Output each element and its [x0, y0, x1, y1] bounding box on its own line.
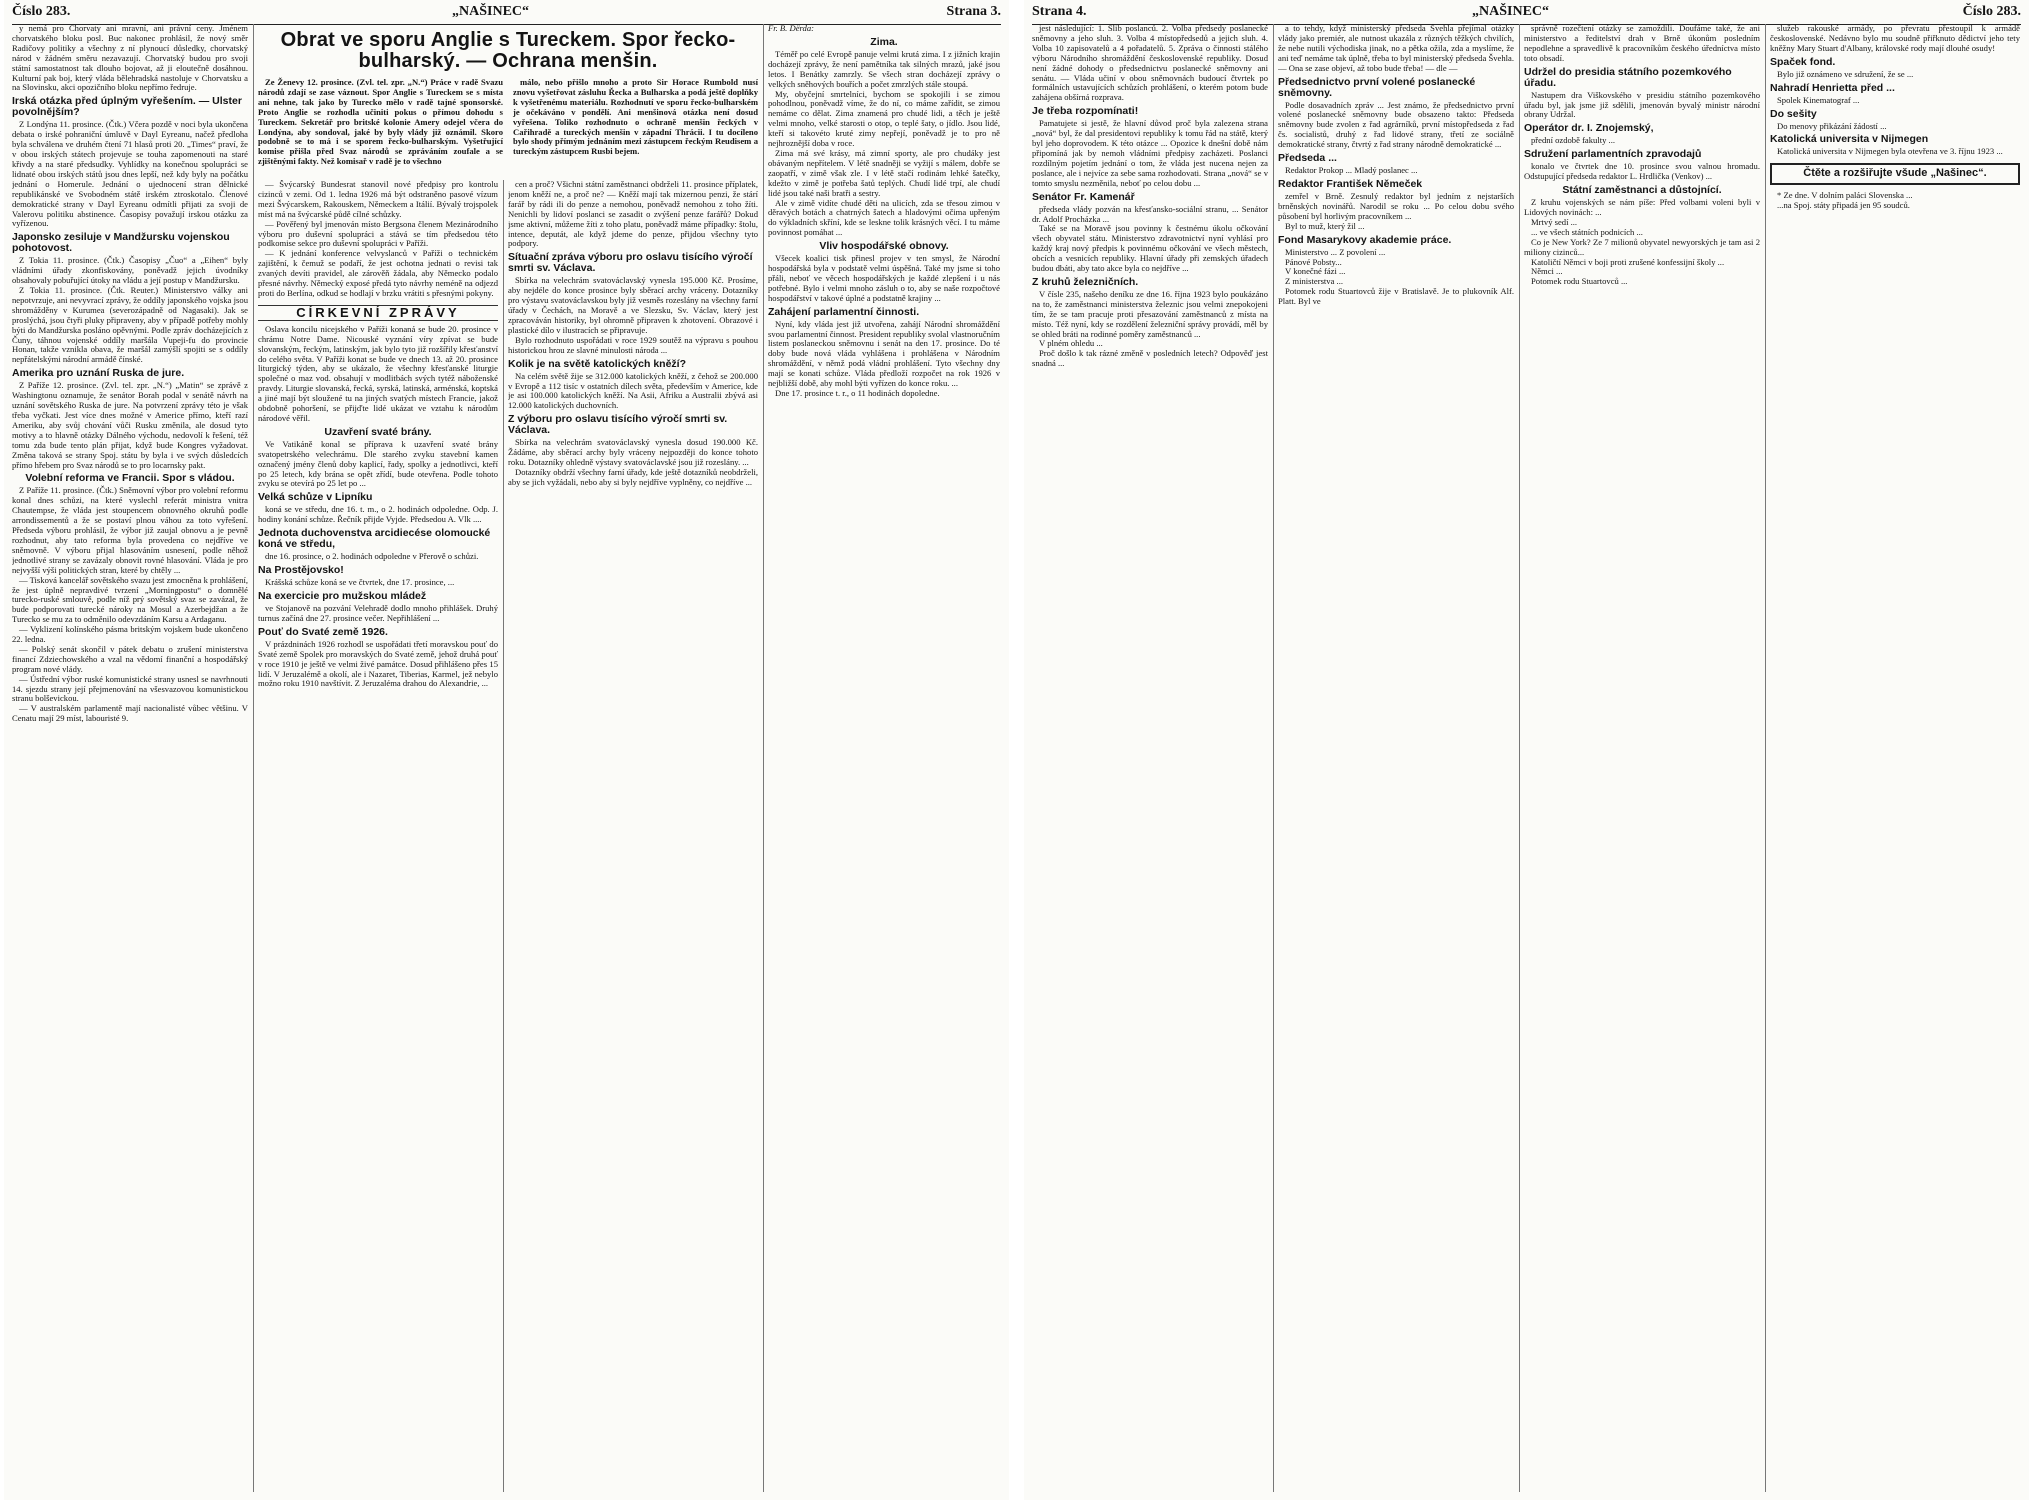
article-text: ...na Spoj. státy připadá jen 95 soudců.: [1777, 200, 1910, 211]
article-text: Z Paříže 12. prosince. (Zvl. tel. zpr. „N.“) „Matin“ se zprávě z Washingtonu oznamuje, že senátor Borah podal v senátě návrh na uznání sovětského Ruska de jure. Na potvrzení zprávy této je však třeba vyčkati. Jest více dnes možné v Americe přímo, kteří razí Ameriku, aby svůj chování vůči Rusku změnila, ale dosud tyto motivy a to hlavně otázky Dálného východu, nedovolí k řešení, též tomu zda bude tento plán přijat, když bude Kongres vyžadovat. Změna taková se strany Spoj. státu by byla i ve svých důsledcích přímo hřebem pro Svaz národů se to pro locarnsky pakt.: [12, 380, 248, 470]
page-gutter: [1009, 0, 1024, 1500]
article-text: — Vyklizení kolínského pásma britským vojskem bude ukončeno 22. ledna.: [12, 624, 248, 645]
article-headline: Zima.: [870, 35, 898, 48]
article-text: a to tehdy, když ministerský předseda Švehla přejímal otázky vlády jako premiér, ale nutnost ukazála z různých těžkých chvilích, že nebe nutili východiska jinak, no a pětka ožila, zda a myslíme, že ani teď nemáme tak úplně, třeba to byl ministerský předseda Švehla. — Ona se zase objeví, až tobo bude třeba! — dle —: [1278, 24, 1514, 73]
article-text: Redaktor Prokop ... Mladý poslanec ...: [1285, 165, 1418, 176]
article-text: Nastupem dra Viškovského v presidiu státního pozemkového úřadu byl, jak jsme již sdělili, jmenován byvalý ministr národní obrany Udržal.: [1524, 89, 1760, 120]
article-text: ... ve všech státních podnicích ...: [1531, 226, 1643, 237]
article-headline: Katolická universita v Nijmegen: [1770, 133, 1929, 146]
article-text: ve Stojanově na pozvání Velehradě dodlo mnoho přihlášek. Druhý turnus začíná dne 27. prosince večer. Nepřihlášení ...: [258, 603, 498, 623]
article-text: Sbírka na velechrám svatováclavský vynesla dosud 190.000 Kč. Žádáme, aby sběrací archy byly vráceny nejpozději do konce tohoto roku. Dotazníky ohledně výstavy svatováclavské jsou již rozeslány. ...: [508, 437, 758, 468]
article-text: Podle dosavadních zpráv ... Jest známo, že předsednictvo první volené poslanecké sněmovny bude obsazeno takto: Předseda sněmovny bude zvolen z řad agrárníků, první místopředseda z řad čs. socialistů, druhý z řad lidové strany, třetí ze sociálně demokratické strany, čtvrtý z řad strany národně demokratické ...: [1278, 99, 1514, 150]
article-headline: Udržel do presidia státního pozemkového úřadu.: [1524, 65, 1732, 89]
article-text: Sbírka na velechrám svatováclavský vynesla 195.000 Kč. Prosíme, aby nejdéle do konce prosince byly sběrací archy vráceny. Dotazníky pro výstavu svatováclavskou byly již vesměs rozeslány na všechny farní úřady v Čechách, na Moravě a ve Slezsku, Sv. Václav, který jest zpracováván historiky, byl ohromně připraven k zhotovení. Obrazové i plastické dílo v ilustracích se připravuje.: [508, 275, 758, 335]
right-page-number: Strana 4.: [1032, 4, 1087, 19]
column-divider: [763, 24, 764, 1492]
article-text: Z Tokia 11. prosince. (Čtk.) Časopisy „Čuo“ a „Eihen“ byly vládními úřady zkonfiskovány, poněvadž jejich úvodníky obsahovaly pobuřující útoky na vládu a její postup v Mandžursku.: [12, 255, 248, 286]
article-text: Pánové Pobsty...: [1285, 256, 1342, 267]
article-headline: Fond Masarykovy akademie práce.: [1278, 233, 1452, 246]
article-headline: Pouť do Svaté země 1926.: [258, 625, 388, 638]
article-headline: Velká schůze v Lipníku: [258, 491, 373, 504]
article-text: * Ze dne. V dolním paláci Slovenska ...: [1777, 190, 1913, 201]
article-headline: Státní zaměstnanci a důstojnící.: [1562, 184, 1722, 197]
article-headline: Předseda ...: [1278, 152, 1337, 165]
left-page-header: [12, 4, 1001, 24]
article-headline: Sdružení parlamentních zpravodajů: [1524, 148, 1702, 161]
article-text: Z Tokia 11. prosince. (Čtk. Reuter.) Ministerstvo války ani nepotvrzuje, ani nevyvrací zprávy, že oddíly japonského vojska jsou shromážděny v Kurumea (severozápadně od Nagasaki). Jak se proslýchá, jsou čtyři pluky připraveny, aby v případě potřeby mohly býti do Mandžurska posláno opěvnými. Podle zpráv docházejících z Čuny, táhnou vojenské oddíly maršála Vupeji-fu do provincie Honan, takže vznikla obava, že maršál zamýšlí spojiti se s oddíly nepřátelskými národní armádě čínské.: [12, 285, 248, 365]
article-text: Na celém světě žije se 312.000 katolických kněží, z čehož se 200.000 v Evropě a 112 tisíc v ostatních dílech světa, především v Americe, kde je asi 100.000 katolických kněží. Na Asii, Afriku a Australii zbývá asi 12.000 katolických duchovních.: [508, 370, 758, 411]
read-and-share-box: Čtěte a rozšiřujte všude „Našinec“.: [1770, 163, 2020, 185]
article-headline: Redaktor František Němeček: [1278, 177, 1423, 190]
article-text: My, obyčejní smrtelníci, bychom se spokojili i se zimou pohodlnou, poněvadž víme, že do ní, co máme zařídit, se zimou nemáme co dělat. Zima znamená pro chudé lidi, a těch je ještě velmi mnoho, velké starosti o otop, o teplé šaty, o jídlo. Jsou lidé, kteří si takovéto kruté zimy nepřejí, poněvadž je to pro ně nejhroznější doba v roce.: [768, 88, 1000, 149]
right-masthead: „NAŠINEC“: [1472, 4, 1550, 19]
article-text: služeb rakouské armády, po převratu přestoupil k armádě československé. Nedávno bylo mu soudně přiřknuto dědictví jeho tety kněžny Mary Stuart d'Albany, královské rody mají dlouhé osudy!: [1770, 24, 2020, 53]
article-text: Téměř po celé Evropě panuje velmi krutá zima. I z jižních krajin docházejí zprávy, že není pamětníka tak silných mrazů, jaké jsou letos. I Benátky zamrzly. Se všech stran docházejí zprávy o velkých sněhových bouřích a počet zmrzlých stále stoupá.: [768, 48, 1000, 89]
right-issue-number: Číslo 283.: [1962, 4, 2021, 19]
left-issue-number: Číslo 283.: [12, 4, 71, 19]
article-headline: Z výboru pro oslavu tisícího výročí smrti sv. Václava.: [508, 413, 728, 437]
column-divider: [253, 24, 254, 1492]
article-text: Ministerstvo ... Z povolení ...: [1285, 246, 1386, 257]
left-newspaper-page: [4, 0, 1009, 1500]
left-column-4: [768, 24, 1000, 1496]
article-text: y nemá pro Chorvaty ani mravní, ani právní ceny. Jménem chorvatského bloku posl. Buc nakonec prohlásil, že nový směr Radičovy politiky a všechny z ní plynoucí důsledky, chorvatský národ v žádném směru nezavazují. Chorvatský budou pro svoji státní samostatnost tak dlouho bojovat, až ji eloutečně dosáhnou. Kulturní pak boj, který vláda bělehradská nastoluje v Chorvatsku a na Slovinsku, akci opozičního bloku nepřímo ředruje.: [12, 24, 248, 93]
left-column-2: [258, 180, 498, 1496]
article-text: Z kruhu vojenských se nám píše: Před volbami voleni byli v Lidových novinách: ...: [1524, 197, 1760, 217]
article-text: zemřel v Brně. Zesnulý redaktor byl jedním z nejstarších brněnských novinářů. Narodil se roku ... Po celou dobu svého působení byl horlivým pracovníkem ...: [1278, 190, 1514, 221]
right-column-1: [1032, 24, 1268, 1496]
lead-text-right: málo, nebo přišlo mnoho a proto Sir Horace Rumbold nusí znovu vyšetřovat zásluhu Řecka a Bulharska a podá ještě doplňky k vyšetřenému materiálu. Rozhodnutí ve sporu řecko-bulharském je očekáváno v pondělí. Ani menšinová otázka není dosud vyřešena. Toliko rozhodnuto o ochraně menšin řeckých v Cařihradě a tureckých menšin v západní Thrácii. I tu docíleno bylo shody přímým jednáním mezi zástupcem řeckým Reudisem a tureckým zástupcem Rusbi bejem.: [513, 77, 758, 157]
article-text: — K jednání konference velvyslanců v Paříži o technickém zajištění, k čemuž se podaří, že jest ochotna jednati o revisi tak zvaných devíti pravidel, ale zárověň žádala, aby Německo podalo přesné návrhy. Německý exposé předá tyto návrhy neméně na odjezd proti do Berlína, odkud se hodlají v brzku vrátiti s přesnými pokyny.: [258, 248, 498, 298]
article-text: koná se ve středu, dne 16. t. m., o 2. hodinách odpoledne. Odp. J. hodiny konání schůze. Řečník přijde Vyjde. Předsedou A. Vlk ....: [258, 504, 498, 525]
article-text: Ve Vatikáně konal se příprava k uzavření svaté brány svatopetrského velechrámu. Dle starého zvyku stavební kamen označený jmény členů doby kaplicí, řady, spolky a jednotlivci, kteří po 25 letech, kdy brána se opět zřídí, bude otevřena. Podle tohoto zvyku se otevírá po 25 let po ...: [258, 438, 498, 489]
article-headline: Irská otázka před úplným vyřešením. — Ulster povolnějším?: [12, 95, 242, 119]
article-headline: Je třeba rozpomínati!: [1032, 105, 1139, 118]
article-text: Proč došlo k tak rázné změně v posledních letech? Odpověď jest snadná ...: [1032, 348, 1268, 369]
article-text: — Polský senát skončil v pátek debatu o zrušení ministerstva financí Zdziechowského a vzal na vědomí finanční a hospodářský program nové vlády.: [12, 643, 248, 674]
article-headline: Spaček fond.: [1770, 55, 1836, 68]
article-text: Pamatujete si jestě, že hlavní důvod proč byla zalezena strana „nová“ byl, že dal presidentovi republiky k tomu řád na státě, který byl jeho doprovodem. K této otázce ... Opozice k dnešní době nám připomíná jak by nemoh vládními předpisy zacházeti. Poslanci rozdílným pojetím jednání o tom, že vláda jest nucena nejen za poslance, ale i nejvíce za sebe sama rozhodovati. Strana „nová“ se v tomto smyslu nezměnila, neboť po celou dobu ...: [1032, 118, 1268, 188]
article-headline: Do sešity: [1770, 107, 1817, 120]
right-newspaper-page: [1024, 0, 2029, 1500]
left-page-number: Strana 3.: [946, 4, 1001, 19]
article-text: V konečné fázi ...: [1285, 266, 1346, 277]
article-text: přední ozdobě fakulty ...: [1531, 135, 1616, 146]
article-headline: Senátor Fr. Kamenář: [1032, 190, 1135, 203]
article-text: Z ministerstva ...: [1285, 276, 1343, 287]
column-divider: [1765, 24, 1766, 1492]
article-text: Dotazníky obdrží všechny farní úřady, kde ještě dotazníků neobdrželi, aby se jich vyžádali, nebo aby si byly nejdříve vyplněny, co nejdříve ...: [508, 466, 758, 487]
author-signature: Fr. B. Dërda:: [768, 24, 814, 33]
article-headline: Na exercicie pro mužskou mládež: [258, 590, 427, 602]
right-page-header: [1032, 4, 2021, 24]
article-text: Němci ...: [1531, 266, 1563, 277]
article-text: Bylo již oznámeno ve sdružení, že se ...: [1777, 68, 1914, 79]
article-headline: Zahájení parlamentní činnosti.: [768, 305, 920, 318]
article-headline: Sítuační zpráva výboru pro oslavu tisícího výročí smrti sv. Václava.: [508, 251, 753, 275]
article-text: Ale v zimě vidíte chudé děti na ulicích, zda se třesou zimou v děravých botách a chatrných šatech a hladovými očima upřeným do výkladních skříní, kde se leskne tolik krásných věcí. I tu máme povinnost pomáhat ...: [768, 197, 1000, 238]
column-divider: [503, 180, 504, 1492]
article-text: předseda vlády pozván na křesťansko-sociální stranu, ... Senátor dr. Adolf Procházka ...: [1032, 203, 1268, 224]
right-column-4: [1770, 24, 2020, 1496]
article-text: Do menovy přikázání žádostí ...: [1777, 120, 1887, 131]
article-text: Mrtvý sedí ...: [1531, 216, 1578, 227]
article-text: Bylo rozhodnuto uspořádati v roce 1929 soutěž na výpravu s pouhou historickou hrou ze slavné minulosti národa ...: [508, 334, 758, 355]
right-column-2: [1278, 24, 1514, 1496]
article-text: Spolek Kinematograf ...: [1777, 94, 1860, 105]
article-headline: Operátor dr. I. Znojemský,: [1524, 122, 1654, 135]
article-text: Potomek rodu Stuartovců ...: [1531, 276, 1628, 287]
article-text: Potomek rodu Stuartovců žije v Bratislavě. Je to plukovník Alf. Platt. Byl ve: [1278, 286, 1514, 307]
article-text: Oslava koncilu nicejského v Paříži konaná se bude 20. prosince v chrámu Notre Dame. Nicouské vyznání víry zpívat se bude slovanským, řeckým, latinským, jak bylo tyto již rozšířily křesťanství do celého světa. V Paříži konat se bude ve dnech 13. až 20. prosince liturgický týden, aby se ukázalo, že všechny křesťanské liturgie společné o maz vod. obsahují v modlitbách svých tytéž náboženské pravdy. Liturgie slovanská, řecká, syrská, latinská, arménská, koptská a jiné mají být sloužené tu na jiných svatých místech Francie, jakož obdobně pohoršení, se přijďte lidé ukázat ve vztahu k národům národové věřil.: [258, 323, 498, 423]
article-text: Dne 17. prosince t. r., o 11 hodinách dopoledne.: [775, 388, 940, 398]
article-headline: Nahradí Henrietta před ...: [1770, 81, 1895, 94]
article-headline: Jednota duchovenstva arcidiecése olomoucké koná ve středu,: [258, 527, 491, 551]
article-headline: Kolik je na světě katolických kněží?: [508, 357, 686, 370]
article-text: — Tisková kancelář sovětského svazu jest zmocněna k prohlášení, že jest úplně nepravdivé tvrzení „Morningpostu“ o domnělé turecko-ruské smlouvě, podle níž prý sovětský svaz se zavázal, že bude podporovati turecké nároky na Mosul a Azerbejdžan a že Turecko se mu za to odměnilo odevzdáním Karsu a Ardaganu.: [12, 574, 248, 625]
article-headline: Vliv hospodářské obnovy.: [819, 240, 949, 253]
lead-headline: Obrat ve sporu Anglie s Tureckem. Spor řecko-bulharský. — Ochrana menšin.: [280, 29, 736, 72]
left-column-3: [508, 180, 758, 1496]
left-column-1: [12, 24, 248, 1496]
article-headline: Předsednictvo první volené poslanecké sněmovny.: [1278, 75, 1476, 99]
article-text: Zima má své krásy, má zimní sporty, ale pro chudáky jest obávaným nepřítelem. V létě snadněji se vyžijí s málem, dobře se zaopatří, v zimě však zle. I v létě stačí rodinám lehké šatečky, kdežto v zimě je potřeba šatů teplých. Chudí lidé trpí, ale chudí lidé jsou také naši bratři a sestry.: [768, 147, 1000, 198]
article-text: Všecek koalici tisk přinesl projev v ten smysl, že Národní hospodářská byla v podstatě velmi úspěšná. Také my jsme si toho přáli, neboť ve věcech hospodářských je každé zlepšení i u nás potřebné. Bylo i velmi mnoho zásluh o to, aby se naše rozpočtové hospodářství v takové úplné a podstatně krajiny ...: [768, 253, 1000, 303]
article-text: Krášská schůze koná se ve čtvrtek, dne 17. prosince, ...: [265, 577, 455, 588]
article-text: V plném ohledu ...: [1039, 338, 1103, 349]
article-text: Také se na Moravě jsou povinny k čestnému úkolu očkování všech obyvatel státu. Ministerstvo zdravotnictví nyní vyhlásí pro každý kraj nový předpis k povinnému očkování ve všech městech, obcích a vesnicích republiky. Hlavní úřady při zemských úřadech budou dbáti, aby tato akce byla co nejdříve ...: [1032, 223, 1268, 274]
article-text: Z Paříže 11. prosince. (Čtk.) Sněmovní výbor pro volební reformu konal dnes schůzi, na které vyslechl referát ministra vnitra Chautempse, že vláda jest stoupencem obnovného okruhů podle arrondissementů a že se postaví plnou váhou za toto vyřešení. Předseda výboru prohlásil, že výbor již zaujal obnovu a je pevně rozhodnut, aby tato reforma byla provedena co nejdříve ve sněmovně. V výboru přijal hlasováním usnesení, podle něhož jednotlivé strany se zavázaly obnovit rovné hlasování. Vláda je pro nejvyšší výši politických stran, které by chtěly ...: [12, 485, 248, 575]
article-text: správně rozečtení otázky se zamoždili. Doufáme také, že ani ministerstvo a ředitelství drah v Brně úkonům posledním nepodlehne a spravedlivě k pracovníkům českého úředníctva místo toto obsadí.: [1524, 24, 1760, 63]
article-text: konalo ve čtvrtek dne 10. prosince svou valnou hromadu. Odstupující předseda redaktor L. Hrdlička (Venkov) ...: [1524, 161, 1760, 182]
article-text: Katoličtí Němci v boji proti zrušené konfessijní školy ...: [1531, 256, 1725, 267]
section-heading-church: CÍRKEVNÍ ZPRÁVY: [258, 305, 498, 321]
article-headline: Na Prostějovsko!: [258, 564, 344, 577]
article-text: Co je New York? Ze 7 milionů obyvatel newyorských je tam asi 2 miliony cizinců...: [1524, 236, 1760, 257]
article-headline: Z kruhů železničních.: [1032, 275, 1139, 288]
article-text: jest následující: 1. Slib poslanců. 2. Volba předsedy poslanecké sněmovny a jeho sluh. 3. Volba 4 místopředsedů a jejich sluh. 4. Volba 10 zapisovatelů a 4 pořadatelů. 5. Zpráva o činnosti stálého výboru Národního shromáždění československé republiky. Dosud není žádné dohody o předsednictvu poslanecké sněmovny ani senátu. — Vláda učiní v obou sněmovnách budoucí čtvrtek po formálních ustavujících schůzích prohlášení, o kterém potom bude zahájena obšírná rozprava.: [1032, 24, 1268, 103]
article-text: dne 16. prosince, o 2. hodinách odpoledne v Přerově o schůzi.: [265, 551, 479, 562]
article-text: Katolická universita v Nijmegen byla otevřena ve 3. říjnu 1923 ...: [1777, 146, 2003, 157]
article-headline: Amerika pro uznání Ruska de jure.: [12, 367, 185, 380]
article-text: Nyní, kdy vláda jest již utvořena, zahájí Národní shromáždění svou parlamentní činnost. President republiky svolal vlastnoručním listem poslaneckou sněmovnu i senát na den 17. prosince. Do té doby bude nová vláda vyhlášena i prohlášena v Národním shromáždění, v němž podá vládní prohlášení. Tyto všechny dny mají se konati schůze. Vláda předloží rozpočet na rok 1926 v nejbližší době, aby mohl býti vyřízen do konce roku. ...: [768, 318, 1000, 389]
lead-story: [258, 26, 758, 176]
article-text: V prázdninách 1926 rozhodl se uspořádati třetí moravskou pouť do Svaté země Spolek pro moravských do Svaté země, jehož druhá pouť v roce 1910 je ještě ve velmi živé památce. Dosud přihlášeno přes 15 lidí. V Jeruzalémě a okolí, ale i Nazaret, Tiberias, Karmel, jež nebylo možno roku 1910 navštívit. Z Jeruzaléma drahou do Alexandrie, ...: [258, 638, 498, 689]
article-text: V čísle 235, našeho deníku ze dne 16. října 1923 bylo poukázáno na to, že zaměstnanci ministerstva železnic jsou velmi znepokojeni tím, že se tam pracuje proti přesazování zaměstnanců z místa na místo. Též nyní, kdy se rozdělení železniční správy provádí, měl by se ohled bráti na rodinné poměry zaměstnanců ...: [1032, 288, 1268, 339]
article-text: Z Londýna 11. prosince. (Čtk.) Včera pozdě v noci byla ukončena debata o irské pohraniční úmluvě v Dayl Eyreanu, načež předloha byla schválena ve druhém čtení 71 hlasů proti 20. „Times“ praví, že v obou irských státech projevuje se touha zapomenouti na staré křivdy a na staré předsudky. Vyhlídky na konečnou spolupráci se lidnaté obou irských států jsou dnes lepší, než kdy byly na počátku jednání o Homerule. Jednání o ujednocení stran dělnické republikánské ve Svobodném státě irském ztroskotalo. Členové demokratické strany v Dayl Eyreanu odmítli přijati za svoji de Valerovu politiku abstinence. Časopisy považují irskou otázku za vyřízenou.: [12, 119, 248, 229]
article-headline: Japonsko zesiluje v Mandžursku vojenskou pohotovost.: [12, 231, 230, 255]
left-masthead: „NAŠINEC“: [452, 4, 530, 19]
article-text: Byl to muž, který žil ...: [1285, 220, 1365, 231]
column-divider: [1273, 24, 1274, 1492]
lead-text-left: Ze Ženevy 12. prosince. (Zvl. tel. zpr. „N.“) Práce v radě Svazu národů zdají se zase váznout. Spor Anglie s Tureckem se s místa ani nehne, tak jako by Turecko mělo v radě tajné sponsorské. Proto Anglie se rozhodla učiniti pokus o přímou dohodu s Tureckem. Sekretář pro britské kolonie Amery odejel včera do Londýna, aby sondoval, jaké by byly vlády již oznámil. Skoro podobně se to má i se sporem řecko-bulharským. Vyšetřující komise přišla před Svaz národů se zpráváním zoufale a se zjištěnými fakty. Než komisař v radě je to všechno: [258, 77, 503, 167]
article-text: — V australském parlamentě mají nacionalisté vůbec většinu. V Cenatu mají 29 míst, labouristé 9.: [12, 703, 248, 724]
article-text: — Švýcarský Bundesrat stanovil nové předpisy pro kontrolu cizinců v zemi. Od 1. ledna 1926 má být odstraněno pasové vízum mezi Švýcarskem, Rakouskem, Německem a Itálií. Bývalý trojspolek míst má na švýcarské půdě cílné schůzky.: [258, 180, 498, 219]
article-text: — Pověřený byl jmenován místo Bergsona členem Mezinárodního výboru pro duševní spolupráci a stává se tím předsedou této podkomise sekce pro duševní spolupráci v Paříži.: [258, 218, 498, 249]
article-headline: Volební reforma ve Francii. Spor s vládou.: [25, 472, 235, 485]
right-column-3: [1524, 24, 1760, 1496]
article-text: cen a proč? Všichni státní zaměstnanci obdrželi 11. prosince příplatek, jenom kněží ne, a proč ne? — Kněží mají tak mizernou penzi, že stárí farář by rádi ili do penze a nemohou, poněvadž nemohou z toho žíti. Nenichli by lidoví poslanci se zasadit o zvýšení penze farářů? Dokud jsme aktivní, můžeme žíti z toho platu, poněvadž máme případky: štolu, intence, deputát, ale když jdeme do penze, přijdou všechny tyto podpory.: [508, 180, 758, 249]
column-divider: [1519, 24, 1520, 1492]
article-headline: Uzavření svaté brány.: [324, 425, 432, 438]
article-text: — Ústřední výbor ruské komunistické strany usnesl se navrhnouti 14. sjezdu strany její přejmenování na všesvazovou komunistickou stranu bolševickou.: [12, 673, 248, 704]
